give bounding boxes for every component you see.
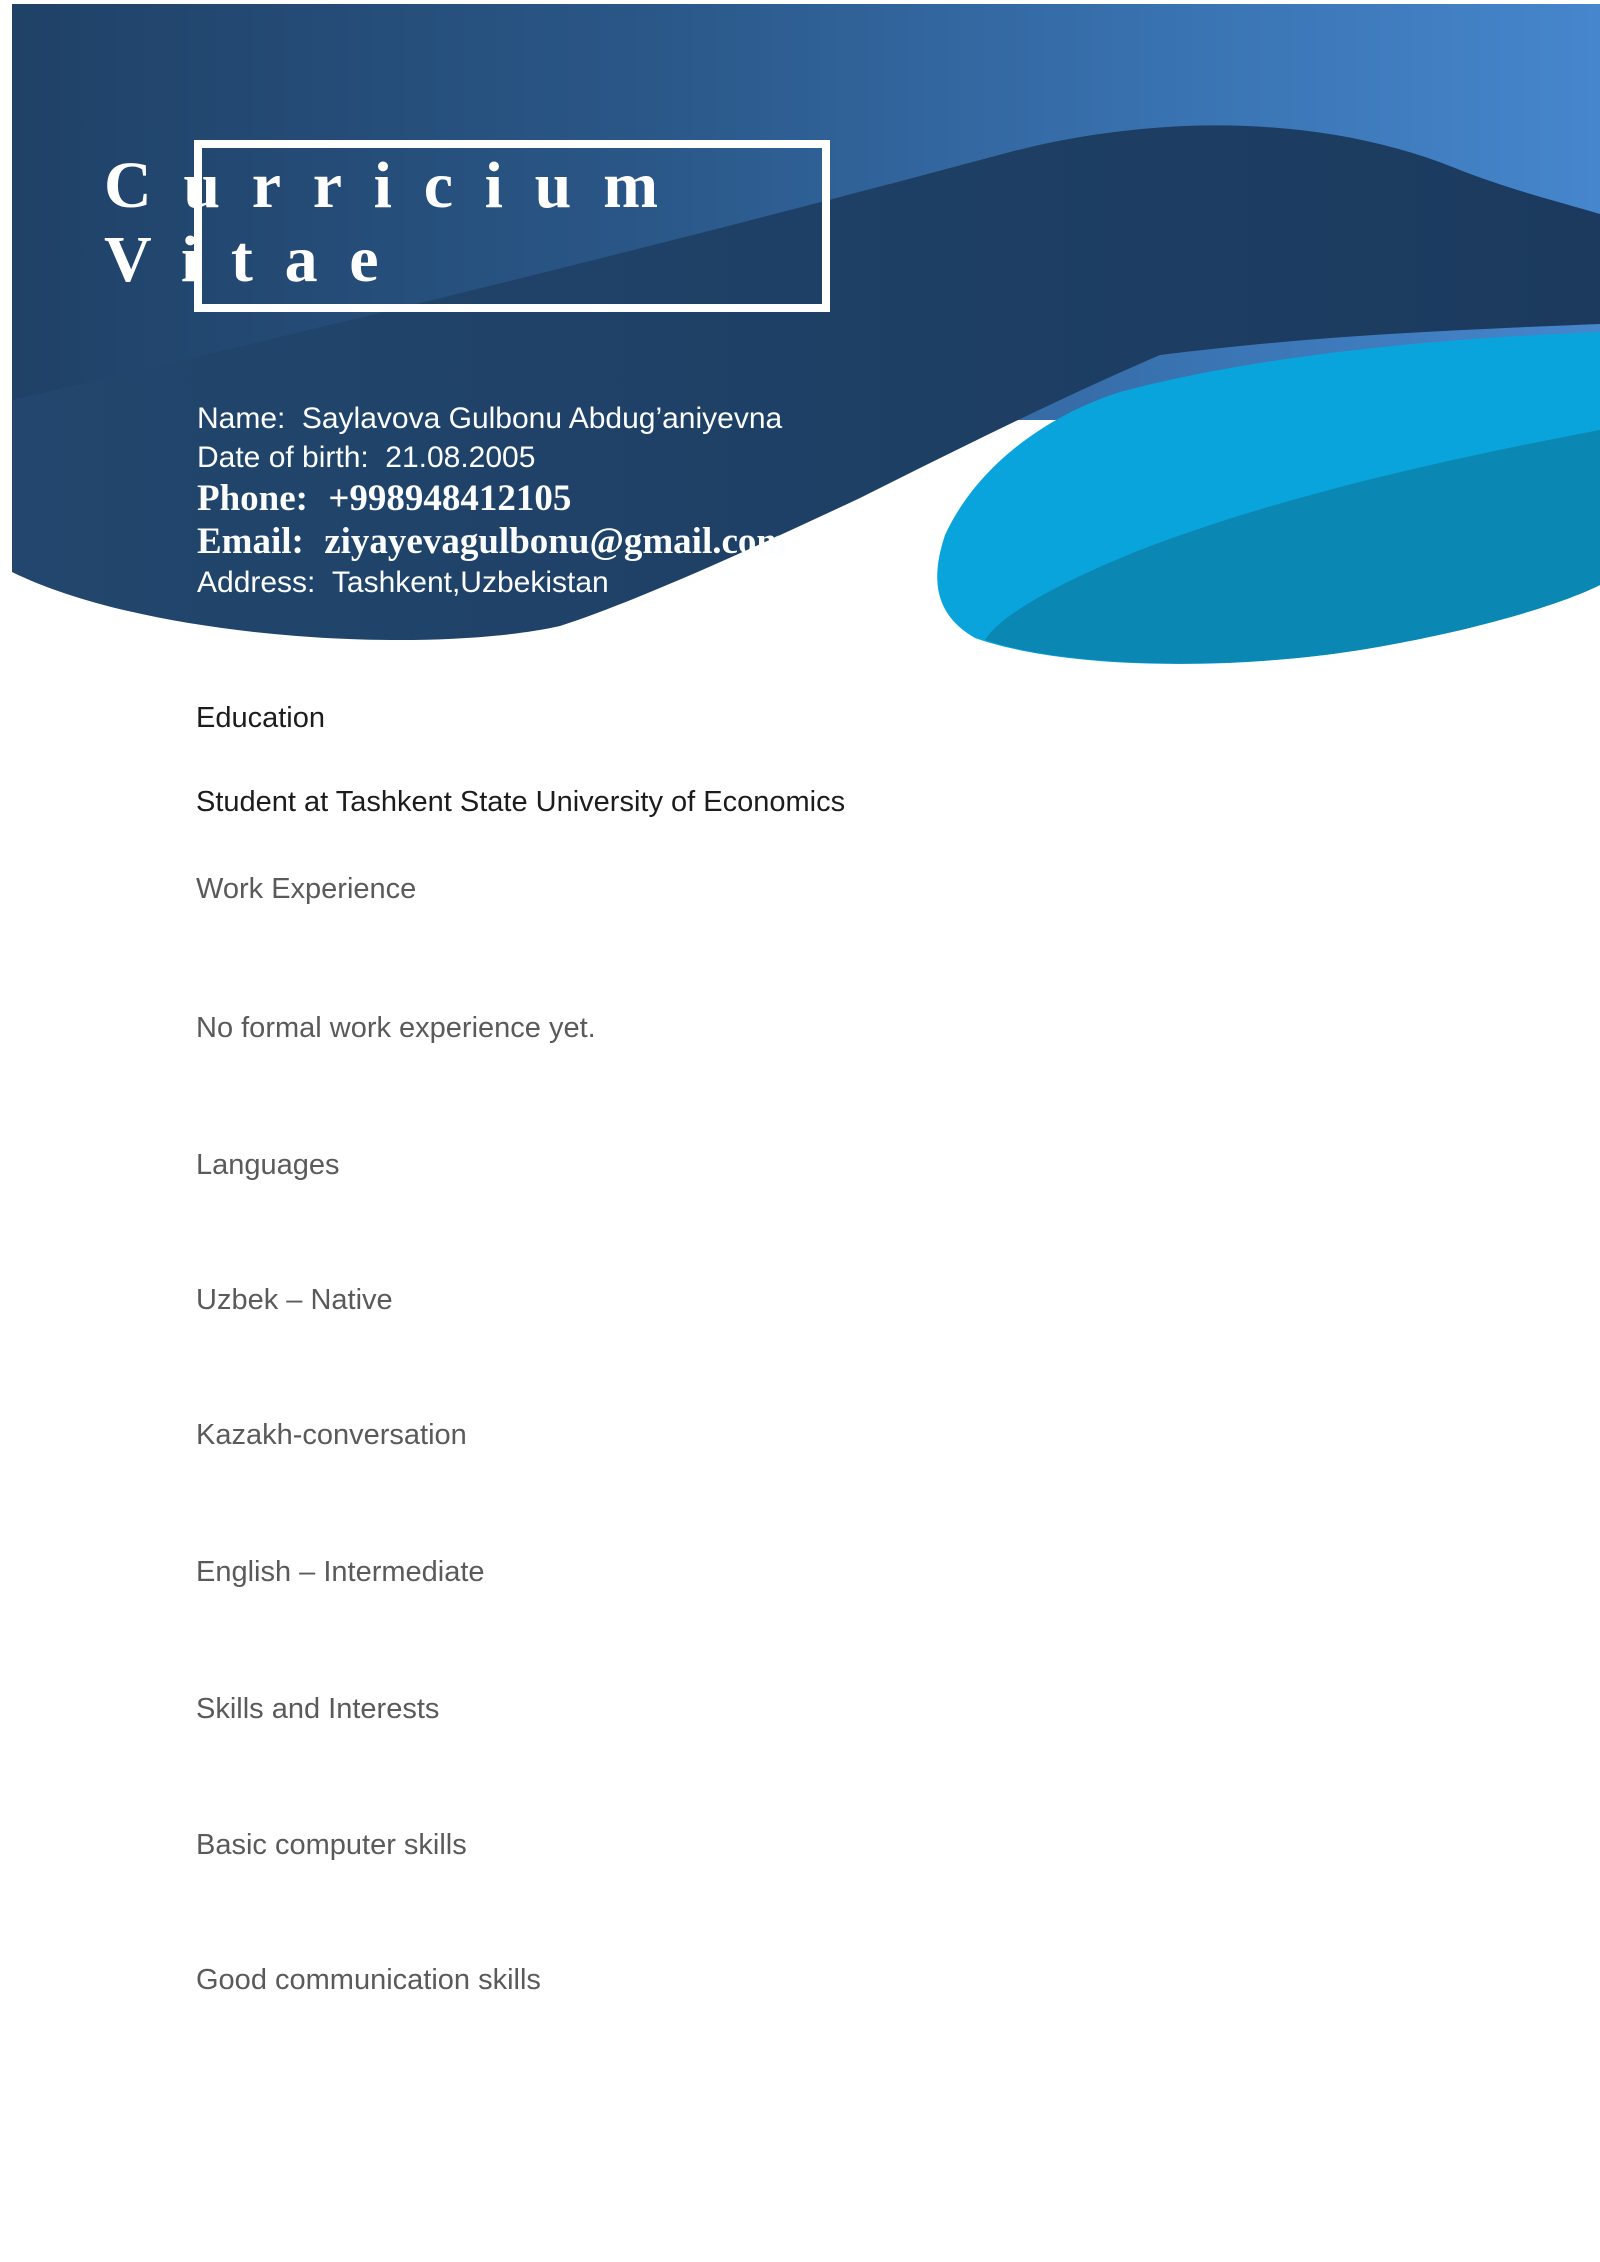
education-detail: Student at Tashkent State University of Economics — [196, 786, 846, 818]
education-heading: Education — [196, 702, 325, 734]
contact-name-row — [197, 402, 782, 436]
contact-phone-row — [197, 477, 571, 520]
name-value: Saylavova Gulbonu Abdug’aniyevna — [301, 402, 783, 435]
name-label: Name: — [197, 402, 286, 435]
page-title-line2: Vitae — [104, 223, 411, 296]
skill-item-computer: Basic computer skills — [196, 1829, 467, 1861]
address-value: Tashkent,Uzbekistan — [331, 566, 609, 599]
skills-heading: Skills and Interests — [196, 1693, 440, 1725]
phone-label: Phone: — [197, 478, 308, 519]
dob-label: Date of birth: — [197, 441, 369, 474]
contact-address-row — [197, 566, 609, 600]
dob-value: 21.08.2005 — [385, 441, 536, 474]
contact-email-row — [197, 520, 787, 563]
page-title-line1: Curricium — [104, 149, 690, 222]
languages-heading: Languages — [196, 1149, 340, 1181]
skill-item-communication: Good communication skills — [196, 1964, 541, 1996]
email-value: ziyayevagulbonu@gmail.com — [324, 521, 788, 562]
language-item-kazakh: Kazakh-conversation — [196, 1419, 467, 1451]
email-label: Email: — [197, 521, 304, 562]
work-experience-detail: No formal work experience yet. — [196, 1012, 596, 1044]
address-label: Address: — [197, 566, 316, 599]
phone-value: +998948412105 — [328, 478, 572, 519]
contact-dob-row — [197, 441, 535, 475]
work-experience-heading: Work Experience — [196, 873, 417, 905]
language-item-uzbek: Uzbek – Native — [196, 1284, 393, 1316]
language-item-english: English – Intermediate — [196, 1556, 485, 1588]
